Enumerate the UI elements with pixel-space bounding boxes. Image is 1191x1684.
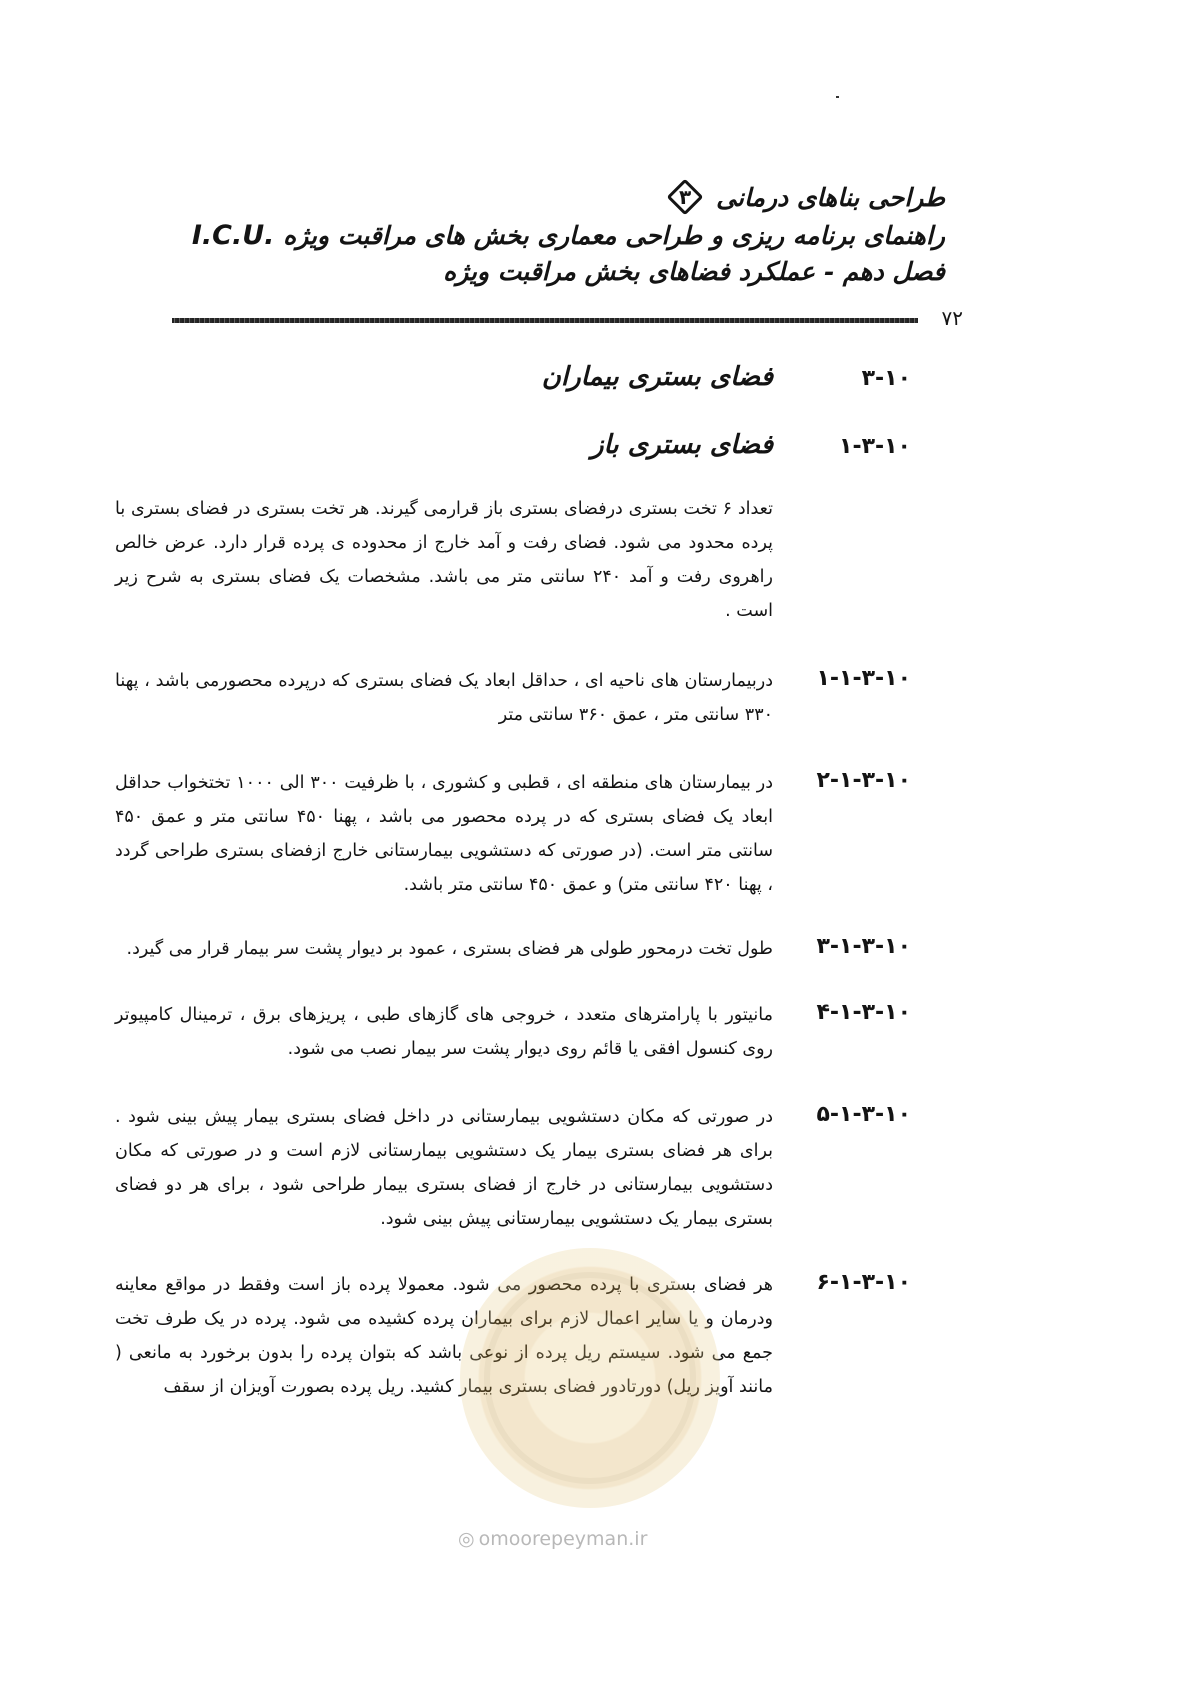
item-paragraph: در بیمارستان های منطقه ای ، قطبی و کشوری ، با ظرفیت ۳۰۰ الی ۱۰۰۰ تختخواب حداقل ابعاد یک فضای بستری که در پرده محصور می باشد ، پهنا ۴۵۰ سانتی متر و عمق ۴۵۰ سانتی متر است. (در صورتی که دستشویی بیمارستانی خارج ازفضای بستری طراحی گردد ، پهنا ۴۲۰ سانتی متر) و عمق ۴۵۰ سانتی متر باشد. (115, 773, 774, 895)
item-paragraph: هر فضای بستری با پرده محصور می شود. معمولا پرده باز است وفقط در مواقع معاینه ودرمان و یا سایر اعمال لازم برای بیماران پرده کشیده می شود. پرده در یک طرف تخت جمع می شود. سیستم ریل پرده از نوعی باشد که بتوان پرده را بدون برخورد به مانعی ( مانند آویز ریل) دورتادور فضای بستری بیمار کشید. ریل پرده بصورت آویزان از سقف (115, 1275, 773, 1397)
page-number: ۷۲ (941, 306, 963, 330)
subtitle (185, 220, 945, 251)
item-paragraph: دربیمارستان های ناحیه ای ، حداقل ابعاد یک فضای بستری که درپرده محصورمی باشد ، پهنا ۳۳۰ سانتی متر ، عمق ۳۶۰ سانتی متر (115, 671, 773, 725)
item-paragraph: طول تخت درمحور طولی هر فضای بستری ، عمود بر دیوار پشت سر بیمار قرار می گیرد. (126, 939, 773, 959)
header-divider (172, 318, 918, 323)
section-title: فضای بستری بیماران (541, 362, 773, 392)
intro-paragraph: تعداد ۶ تخت بستری درفضای بستری باز قرارمی گیرند. هر تخت بستری در فضای بستری با پرده محدود می شود. فضای رفت و آمد خارج از محدوده ی پرده قرار دارد. عرض خالص راهروی رفت و آمد ۲۴۰ سانتی متر می باشد. مشخصات یک فضای بستری به شرح زیر است . (115, 499, 773, 621)
watermark-ring (484, 1272, 696, 1484)
series-number: ۳ (679, 185, 692, 209)
item-number: ۱-۱-۳-۱۰ (816, 666, 911, 691)
item-number: ۳-۱-۳-۱۰ (816, 934, 911, 959)
chapter-title: فصل دهم - عملکرد فضاهای بخش مراقبت ویژه (443, 257, 945, 286)
item-paragraph: در صورتی که مکان دستشویی بیمارستانی در داخل فضای بستری بیمار پیش بینی شود . برای هر فضای بستری بیمار یک دستشویی بیمارستانی لازم است و در صورتی که مکان دستشویی بیمارستانی در خارج از فضای بستری بیمار طراحی شود ، برای هر دو فضای بستری بیمار یک دستشویی بیمارستانی پیش بینی شود. (115, 1107, 773, 1229)
page-header (185, 180, 945, 286)
item-number: ۲-۱-۳-۱۰ (816, 768, 911, 793)
series-title-row (185, 180, 945, 214)
subtitle-latin: I.C.U. (191, 220, 275, 251)
scan-speck (836, 96, 839, 98)
item-number: ۶-۱-۳-۱۰ (816, 1270, 911, 1295)
series-number-badge (668, 180, 702, 214)
item-paragraph: مانیتور با پارامترهای متعدد ، خروجی های گازهای طبی ، پریزهای برق ، ترمینال کامپیوتر روی کنسول افقی یا قائم روی دیوار پشت سر بیمار نصب می شود. (115, 1005, 773, 1059)
item-number: ۴-۱-۳-۱۰ (816, 1000, 911, 1025)
watermark-seal (460, 1248, 720, 1508)
section-number: ۳-۱۰ (861, 366, 911, 391)
item-number: ۵-۱-۳-۱۰ (816, 1102, 911, 1127)
subsection-number: ۱-۳-۱۰ (839, 434, 911, 459)
watermark-url: ◎ omoorepeyman.ir (458, 1528, 647, 1550)
subtitle-text: راهنمای برنامه ریزی و طراحی معماری بخش های مراقبت ویژه (283, 221, 945, 250)
subsection-title: فضای بستری باز (590, 430, 773, 460)
series-title: طراحی بناهای درمانی (716, 182, 945, 212)
